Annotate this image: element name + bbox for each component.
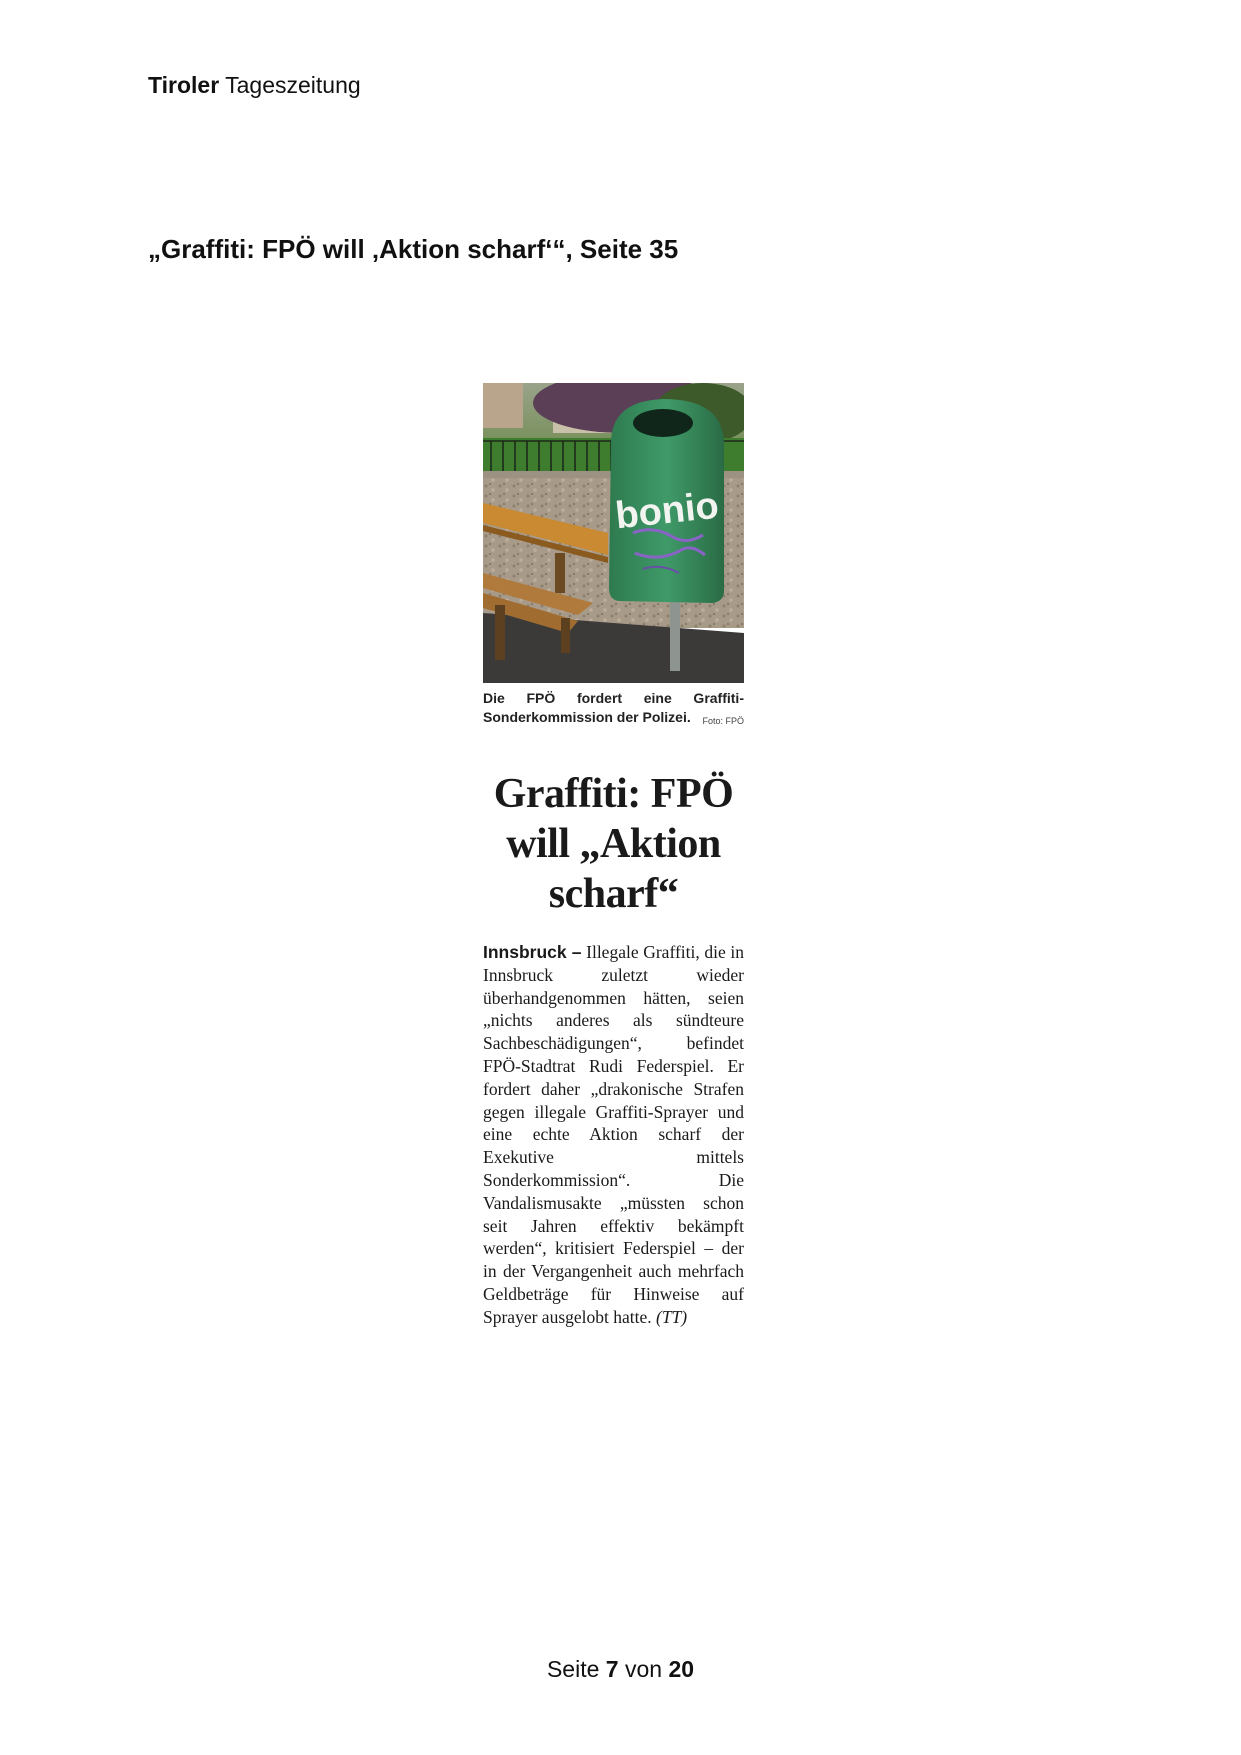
photo-caption [483, 689, 744, 727]
graffiti-tag: bonio [613, 484, 721, 538]
article-headline: Graffiti: FPÖ will „Aktion scharf“ [493, 771, 734, 917]
masthead-regular: Tageszeitung [225, 72, 361, 98]
article-body-text: Illegale Graffiti, die in Innsbruck zuletzt wieder überhandgenommen hätten, seien „nichts anderes als sündteure Sachbeschädigungen“, befindet FPÖ-Stadtrat Rudi Federspiel. Er fordert daher „drakonische Strafen gegen illegale Graffiti-Sprayer und eine echte Aktion scharf der Exekutive mittels Sonderkommission“. Die Vandalismusakte „müssten schon seit Jahren effektiv bekämpft werden“, kritisiert Federspiel – der in der Vergangenheit auch mehrfach Geldbeträge für Hinweise auf Sprayer ausgelobt hatte. [483, 942, 744, 1327]
footer-separator: von [624, 1656, 663, 1682]
footer-prefix: Seite [546, 1656, 600, 1682]
newspaper-clipping [483, 383, 744, 1346]
publication-masthead [148, 72, 361, 99]
document-title: „Graffiti: FPÖ will ‚Aktion scharf‘“, Seite 35 [148, 234, 679, 264]
masthead-bold: Tiroler [148, 72, 220, 98]
photo-caption-text: Die FPÖ fordert eine Graffiti-Sonderkommission der Polizei. [483, 690, 744, 725]
footer-current-page: 7 [605, 1656, 619, 1682]
article-source: (TT) [656, 1306, 688, 1327]
footer-total-pages: 20 [668, 1656, 695, 1682]
page-footer [0, 1656, 1241, 1683]
article-dateline: Innsbruck – [483, 942, 582, 962]
photo-credit: Foto: FPÖ [702, 716, 744, 726]
article-body [483, 941, 744, 1329]
article-photo [483, 383, 744, 683]
